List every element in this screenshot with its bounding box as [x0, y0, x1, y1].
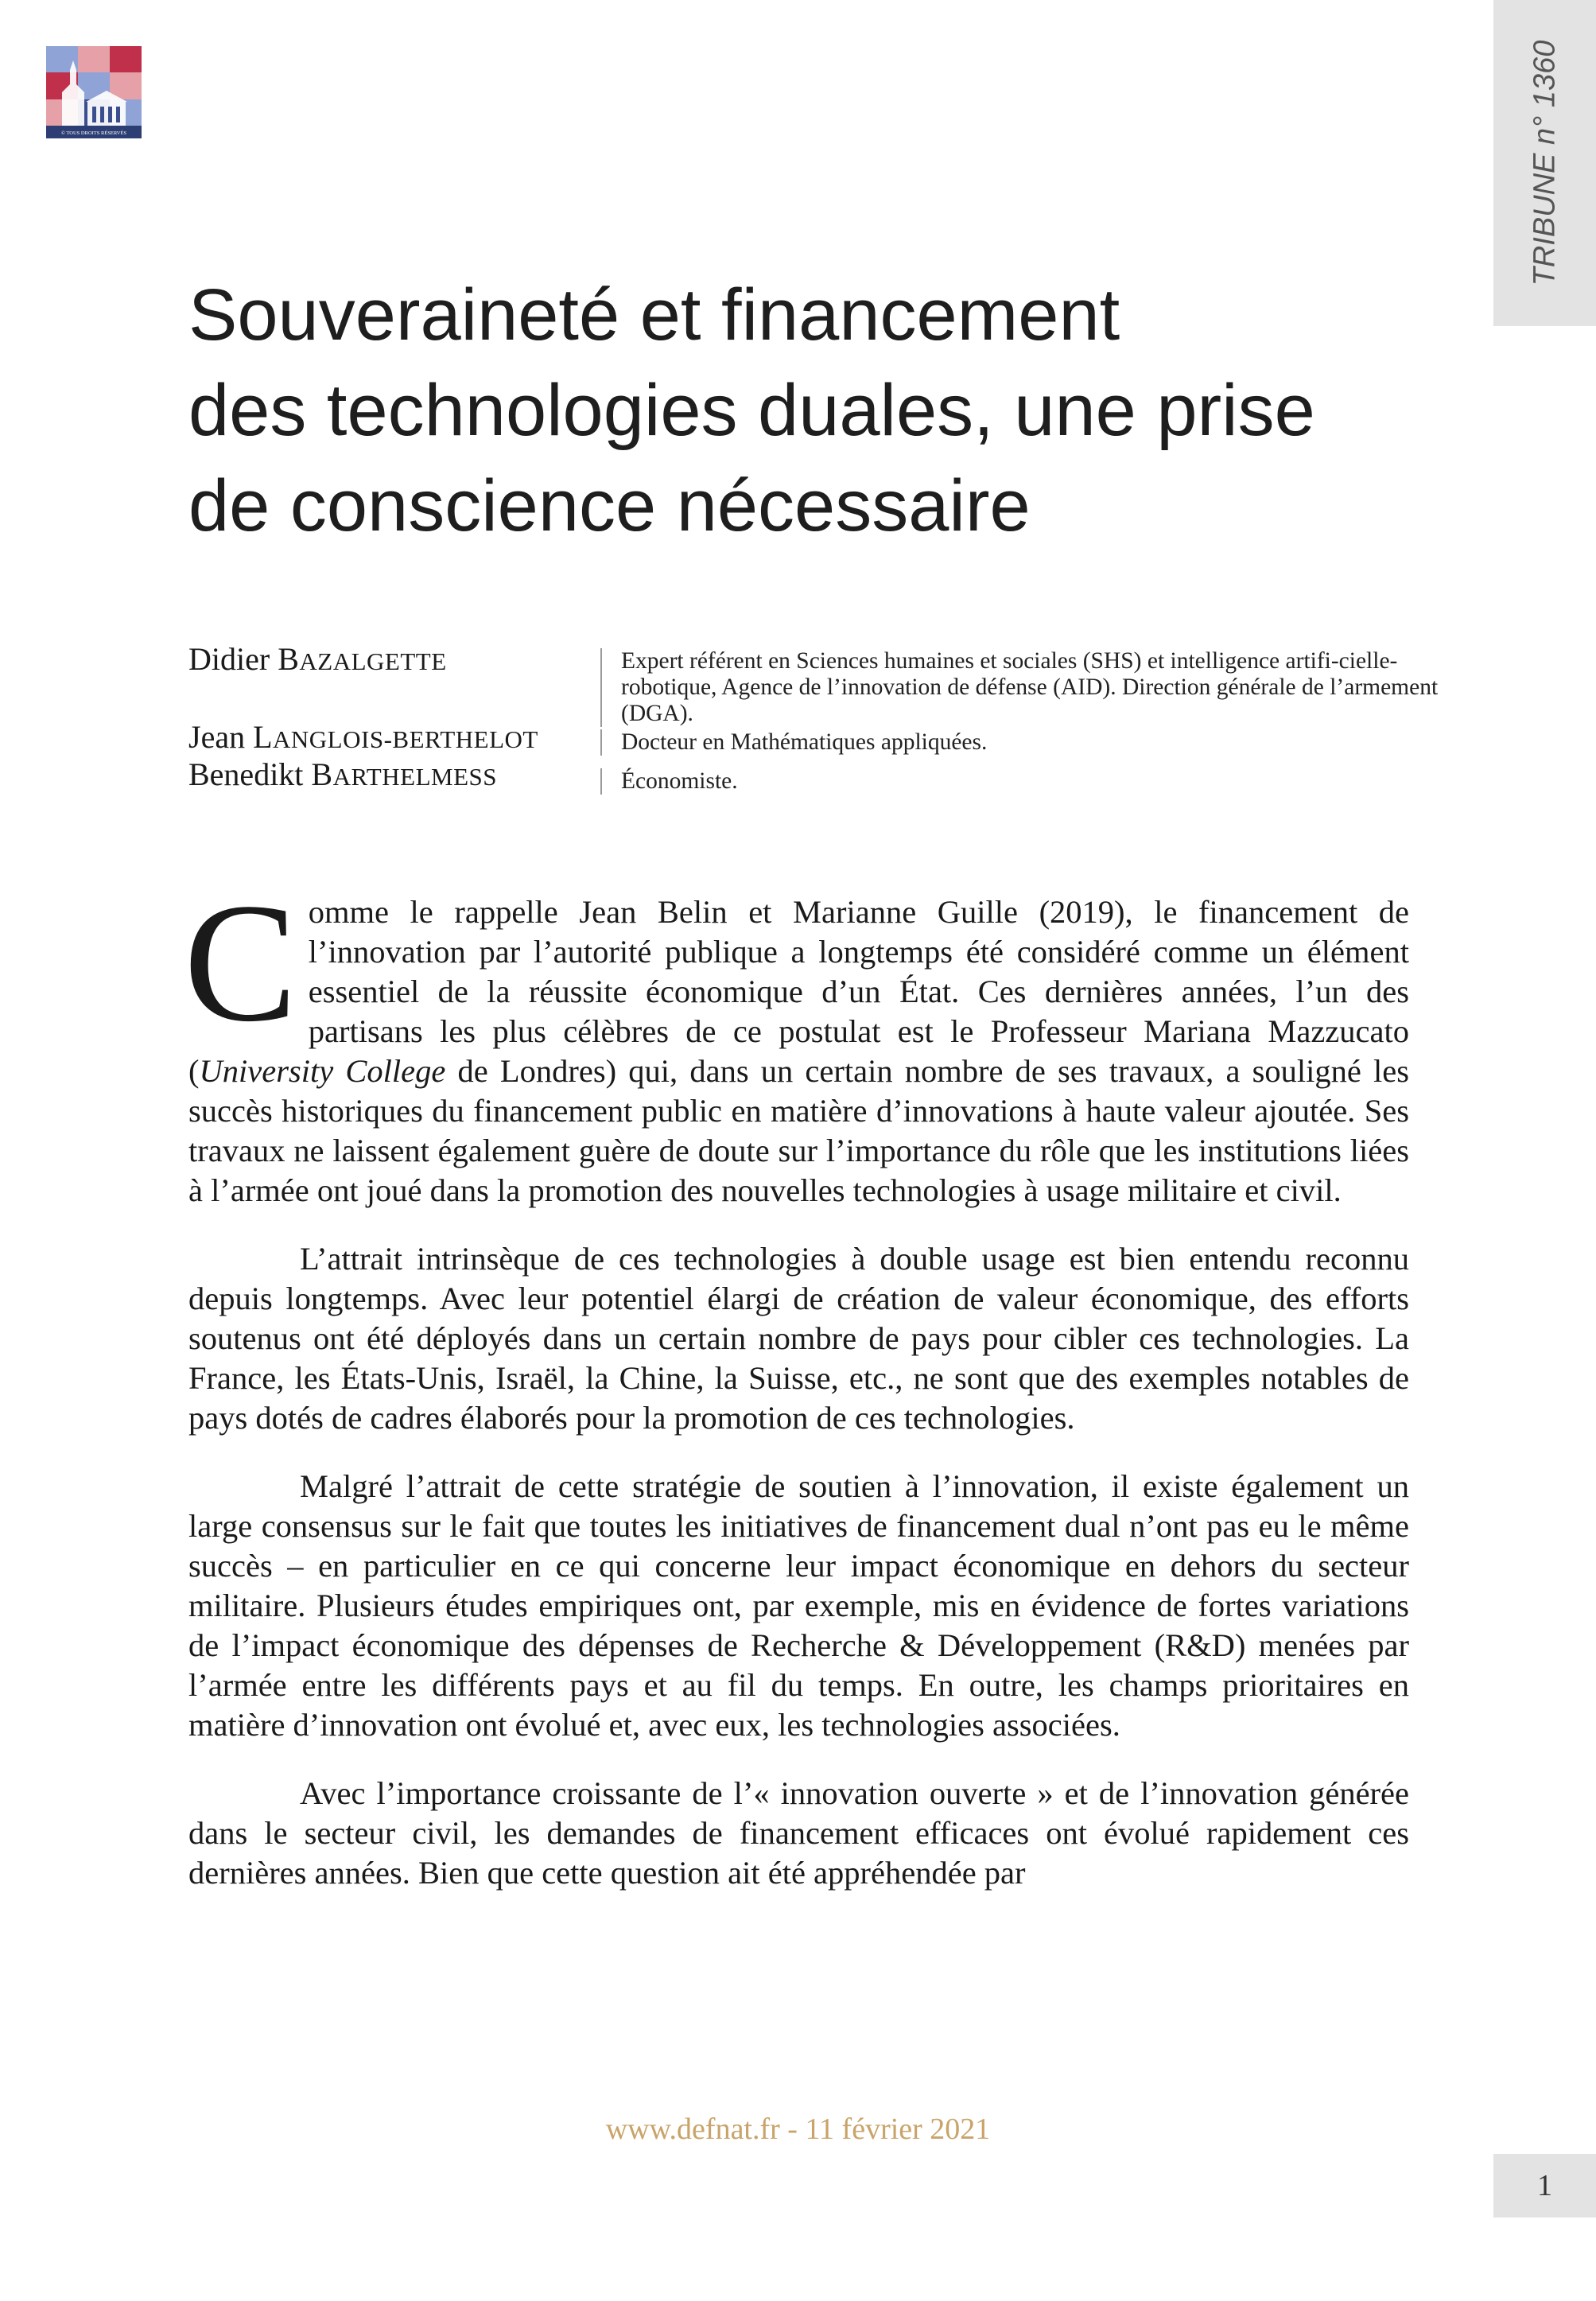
paragraph-1: [184, 869, 1409, 1211]
author-first-name: Benedikt: [188, 756, 304, 792]
page-number: 1: [1537, 2169, 1552, 2202]
author-last-name: BAZALGETTE: [278, 641, 447, 677]
title-line-3: de conscience nécessaire: [188, 465, 1031, 546]
author-first-name: Jean: [188, 719, 246, 755]
author-last-name: LANGLOIS-BERTHELOT: [253, 719, 538, 755]
dropcap-letter: C: [184, 869, 297, 1057]
footer-website-date: www.defnat.fr - 11 février 2021: [605, 2112, 991, 2146]
paragraph-3: Malgré l’attrait de cette stratégie de soutien à l’innovation, il existe également un large consensus sur le fait que toutes les initiatives de financement dual n’ont pas eu le même succès – en particulier en ce qui concerne leur impact économique en dehors du secteur militaire. Plusieurs études empiriques ont, par exemple, mis en évidence de fortes variations de l’impact économique des dépenses de Recherche & Développement (R&D) menées par l’armée entre les différents pays et au fil du temps. En outre, les champs prioritaires en matière d’innovation ont évolué et, avec eux, les technologies associées.: [188, 1468, 1409, 1743]
author-name: [188, 640, 447, 681]
paragraph-1-text-a: omme le rappelle Jean Belin et Marianne Guille (2019), le financement de l’innovation par l’autorité publique a longtemps été considéré comme un élément essentiel de la réussite économique d’un État. Ces dernières années, l’un des partisans les plus célèbres de ce postulat est le Professeur Mariana Mazzucato (: [188, 894, 1409, 1089]
author-bio: Expert référent en Sciences humaines et sociales (SHS) et intelligence artifi-cielle-robotique, Agence de l’innovation de défense (AID). Direction générale de l’armement (DGA).: [600, 648, 1448, 727]
logo-caption: © TOUS DROITS RÉSERVÉS: [60, 130, 127, 136]
author-name: [188, 756, 497, 796]
title-line-1: Souveraineté et financement: [188, 274, 1120, 356]
author-name: [188, 718, 538, 759]
defnat-logo: [46, 46, 142, 138]
author-last-name: BARTHELMESS: [311, 756, 497, 792]
article-body: [184, 869, 1409, 1922]
paragraph-4: Avec l’importance croissante de l’« innovation ouverte » et de l’innovation générée dans le secteur civil, les demandes de financement efficaces ont évolué rapidement ces dernières années. Bien que cette question ait été appréhendée par: [188, 1775, 1409, 1891]
page-number-box: [1493, 2154, 1596, 2217]
page-title: [188, 267, 1429, 554]
tribune-number: TRIBUNE n° 1360: [1528, 40, 1561, 286]
tribune-tab: [1493, 0, 1596, 326]
paragraph-1-text-b: de Londres) qui, dans un certain nombre de ses travaux, a souligné les succès historiques du financement public en matière d’innovations à haute valeur ajoutée. Ses travaux ne laissent également guère de doute sur l’importance du rôle que les institutions liées à l’armée ont joué dans la promotion des nouvelles technologies à usage militaire et civil.: [188, 1053, 1409, 1208]
author-first-name: Didier: [188, 641, 270, 677]
title-line-2: des technologies duales, une prise: [188, 370, 1315, 451]
paragraph-2: L’attrait intrinsèque de ces technologies à double usage est bien entendu reconnu depuis longtemps. Avec leur potentiel élargi de création de valeur économique, des efforts soutenus ont été déployés dans un certain nombre de pays pour cibler ces technologies. La France, les États-Unis, Israël, la Chine, la Suisse, etc., ne sont que des exemples notables de pays dotés de cadres élaborés pour la promotion de ces technologies.: [188, 1241, 1409, 1436]
paragraph-1-italic: University College: [199, 1053, 446, 1089]
author-bio: Docteur en Mathématiques appliquées.: [600, 729, 1448, 756]
author-bio: Économiste.: [600, 768, 1448, 795]
building-logo-icon: [46, 46, 142, 138]
